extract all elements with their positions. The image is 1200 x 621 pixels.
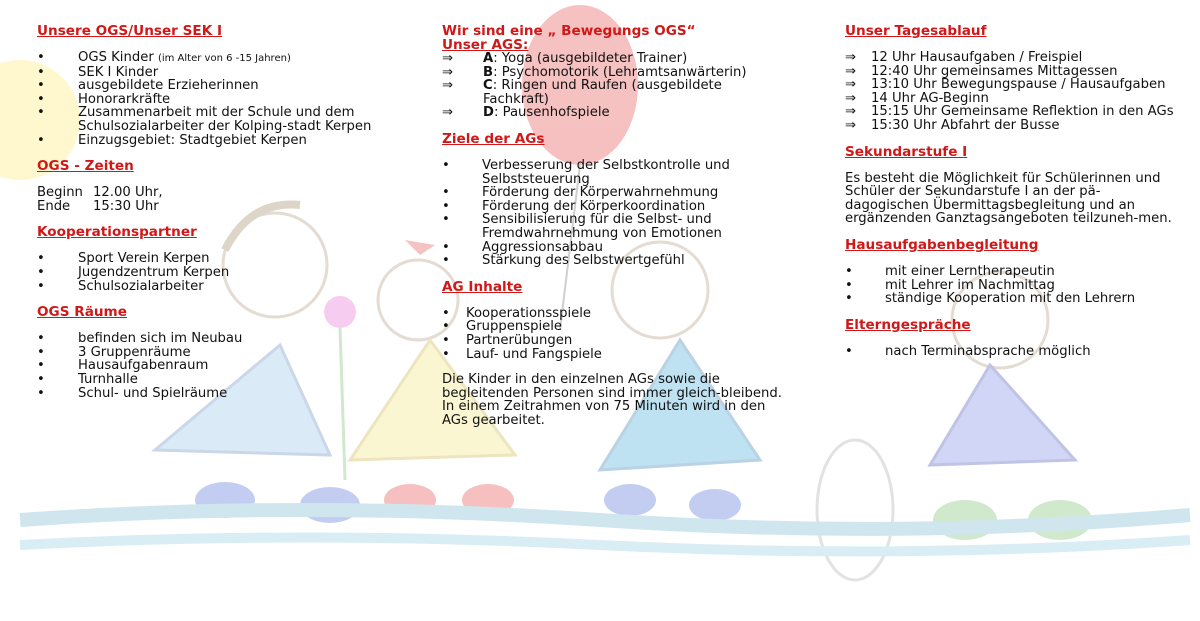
list-item: ⇒ A: Yoga (ausgebildeter Trainer): [442, 51, 688, 66]
section-ag-inhalte: [442, 280, 782, 428]
list-hausaufgaben: [845, 265, 1180, 306]
heading-elterngespraeche: Elterngespräche: [845, 316, 971, 333]
bullet-icon: •: [37, 64, 45, 80]
list-item: • Förderung der Körperkoordination: [442, 198, 706, 214]
table-row: Ende 15:30 Uhr: [37, 198, 159, 214]
arrow-icon: ⇒: [442, 51, 454, 66]
list-item: • SEK I Kinder: [37, 64, 159, 80]
list-item: • OGS Kinder (im Alter von 6 -15 Jahren): [37, 50, 291, 65]
section-raeume: [37, 305, 372, 400]
list-item: • mit Lehrer im Nachmittag: [845, 277, 1055, 293]
bullet-icon: •: [37, 105, 45, 121]
list-item: • Sport Verein Kerpen: [37, 251, 210, 267]
list-item: • 3 Gruppenräume: [37, 344, 191, 360]
kid-foot-3b: [689, 489, 741, 521]
list-item: ⇒ 15:15 Uhr Gemeinsame Reflektion in den AGs: [845, 104, 1174, 120]
arrow-icon: ⇒: [845, 90, 857, 106]
list-item: • Lauf- und Fangspiele: [442, 346, 602, 362]
bullet-icon: •: [442, 239, 450, 255]
heading-ziele: Ziele der AGs: [442, 130, 545, 147]
list-eltern: [845, 345, 1180, 359]
bullet-icon: •: [845, 263, 853, 279]
dog-shape: [817, 440, 893, 580]
list-item: • Schulsozialarbeiter: [37, 278, 204, 294]
times-block: [37, 186, 372, 213]
list-item: • Turnhalle: [37, 371, 138, 387]
arrow-icon: ⇒: [442, 78, 454, 94]
bullet-icon: •: [442, 212, 450, 228]
list-item: • Stärkung des Selbstwertgefühl: [442, 253, 685, 269]
list-item: • Einzugsgebiet: Stadtgebiet Kerpen: [37, 132, 307, 148]
column-right: [845, 24, 1180, 370]
ag-paragraph-1: Die Kinder in den einzelnen AGs sowie die begleitenden Personen sind immer gleich-bleibend.: [442, 372, 782, 401]
section-elterngespraeche: [845, 318, 1180, 359]
arrow-icon: ⇒: [845, 104, 857, 120]
list-item: ⇒ 15:30 Uhr Abfahrt der Busse: [845, 117, 1060, 133]
heading-hausaufgabenbegleitung: Hausaufgabenbegleitung: [845, 236, 1039, 253]
bullet-icon: •: [37, 344, 45, 360]
bullet-icon: •: [442, 319, 450, 335]
section-sekundarstufe: [845, 145, 1180, 226]
list-ziele: [442, 159, 782, 268]
column-middle: [442, 24, 782, 439]
heading-kooperationspartner: Kooperationspartner: [37, 224, 197, 241]
bullet-icon: •: [37, 331, 45, 347]
heading-ogs-zeiten: OGS - Zeiten: [37, 158, 134, 175]
bullet-icon: •: [845, 291, 853, 307]
list-item: ⇒ 14 Uhr AG-Beginn: [845, 90, 989, 106]
section-ogs-zeiten: [37, 159, 372, 213]
heading-unsere-ogs: Unsere OGS/Unser SEK I: [37, 23, 223, 39]
list-inhalte: [442, 307, 782, 361]
bullet-icon: •: [442, 305, 450, 321]
list-item: • Förderung der Körperwahrnehmung: [442, 185, 719, 201]
heading-bewegungs-ogs: Wir sind eine „ Bewegungs OGS“: [442, 23, 696, 39]
bullet-icon: •: [37, 78, 45, 94]
list-item: • ausgebildete Erzieherinnen: [37, 78, 259, 94]
list-item: • Partnerübungen: [442, 332, 573, 348]
bullet-icon: •: [845, 277, 853, 293]
bullet-icon: •: [37, 132, 45, 148]
kid-body-4: [930, 365, 1075, 465]
list-item: • mit einer Lerntherapeutin: [845, 263, 1055, 279]
section-ziele: [442, 132, 782, 268]
heading-unser-ags: Unser AGS:: [442, 37, 529, 53]
list-item: • befinden sich im Neubau: [37, 331, 243, 347]
arrow-icon: ⇒: [845, 63, 857, 79]
section-hausaufgabenbegleitung: [845, 238, 1180, 306]
heading-ag-inhalte: AG Inhalte: [442, 278, 523, 295]
heading-ogs-raeume: OGS Räume: [37, 304, 127, 321]
sekundarstufe-text: Es besteht die Möglichkeit für Schülerinnen und Schüler der Sekundarstufe I an der pä-dagogischen Übermittagsbegleitung und an ergänzenden Ganztagsangeboten teilzuneh-men.: [845, 170, 1172, 227]
bullet-icon: •: [442, 157, 450, 173]
list-item: • ständige Kooperation mit den Lehrern: [845, 291, 1136, 307]
list-item: ⇒ 13:10 Uhr Bewegungspause / Hausaufgaben: [845, 77, 1166, 93]
list-tagesablauf: [845, 51, 1180, 133]
bullet-icon: •: [442, 185, 450, 201]
bullet-icon: •: [37, 91, 45, 107]
heading-sekundarstufe: Sekundarstufe I: [845, 143, 968, 160]
grass-line: [20, 510, 1190, 529]
list-kooperation: [37, 252, 372, 293]
list-raeume: [37, 332, 372, 400]
bullet-icon: •: [37, 385, 45, 401]
arrow-icon: ⇒: [442, 105, 454, 121]
list-ogs: [37, 51, 372, 147]
kid-foot-3a: [604, 484, 656, 516]
heading-tagesablauf: Unser Tagesablauf: [845, 23, 987, 39]
arrow-icon: ⇒: [442, 64, 454, 80]
bullet-icon: •: [37, 358, 45, 374]
column-left: [37, 24, 372, 412]
bullet-icon: •: [37, 251, 45, 267]
list-item: • Gruppenspiele: [442, 319, 563, 335]
bullet-icon: •: [442, 346, 450, 362]
sekundarstufe-block: [845, 172, 1180, 226]
table-row: Beginn 12.00 Uhr,: [37, 185, 163, 201]
list-item: ⇒ 12 Uhr Hausaufgaben / Freispiel: [845, 50, 1083, 65]
list-item: • nach Terminabsprache möglich: [845, 343, 1091, 359]
list-item: • Honorarkräfte: [37, 91, 171, 107]
bullet-icon: •: [37, 50, 45, 65]
list-item: • Kooperationsspiele: [442, 305, 592, 321]
arrow-icon: ⇒: [845, 77, 857, 93]
list-item: ⇒ C: Ringen und Raufen (ausgebildete Fachkraft): [442, 78, 722, 107]
bullet-icon: •: [442, 198, 450, 214]
section-ags: [442, 24, 782, 120]
arrow-icon: ⇒: [845, 50, 857, 65]
list-ags: [442, 52, 782, 120]
list-item: ⇒ 12:40 Uhr gemeinsames Mittagessen: [845, 63, 1118, 79]
bullet-icon: •: [37, 371, 45, 387]
list-item: ⇒ B: Psychomotorik (Lehramtsanwärterin): [442, 64, 747, 80]
list-item: • Sensibilisierung für die Selbst- und Fremdwahrnehmung von Emotionen: [442, 212, 722, 241]
list-item: • Hausaufgabenraum: [37, 358, 209, 374]
list-item: • Zusammenarbeit mit der Schule und dem Schulsozialarbeiter der Kolping-stadt Kerpen: [37, 105, 372, 134]
section-kooperation: [37, 225, 372, 293]
bullet-icon: •: [442, 253, 450, 269]
list-item: • Schul- und Spielräume: [37, 385, 228, 401]
bullet-icon: •: [37, 278, 45, 294]
bullet-icon: •: [845, 343, 853, 359]
list-item: ⇒ D: Pausenhofspiele: [442, 105, 610, 121]
ag-paragraph-2: In einem Zeitrahmen von 75 Minuten wird in den AGs gearbeitet.: [442, 399, 766, 428]
section-tagesablauf: [845, 24, 1180, 133]
list-item: • Verbesserung der Selbstkontrolle und Selbststeuerung: [442, 157, 730, 187]
arrow-icon: ⇒: [845, 117, 857, 133]
bullet-icon: •: [442, 332, 450, 348]
section-ogs: [37, 24, 372, 147]
list-item: • Aggressionsabbau: [442, 239, 603, 255]
bullet-icon: •: [37, 264, 45, 280]
times-table: [37, 186, 163, 213]
list-item: • Jugendzentrum Kerpen: [37, 264, 230, 280]
